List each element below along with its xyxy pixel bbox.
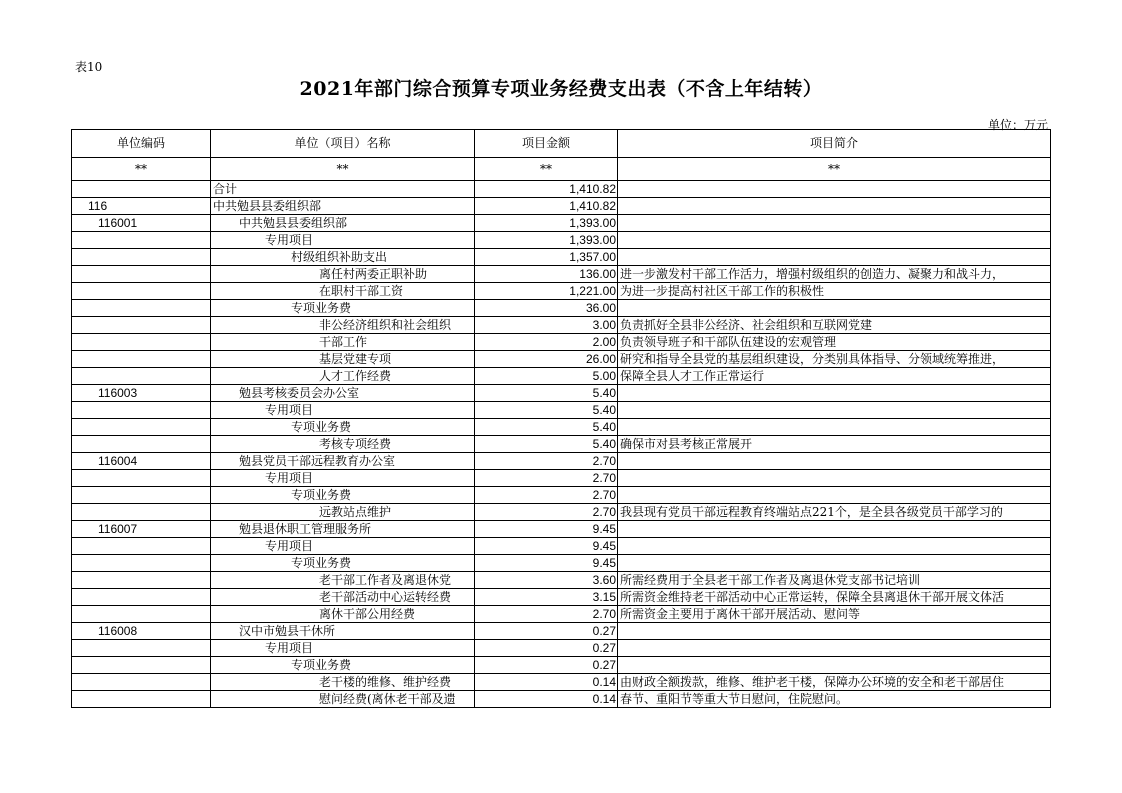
row-desc-cell: 负责抓好全县非公经济、社会组织和互联网党建 bbox=[618, 317, 1051, 334]
row-code-cell: 116004 bbox=[72, 453, 211, 470]
row-name-cell: 勉县党员干部远程教育办公室 bbox=[211, 453, 475, 470]
row-desc-cell bbox=[618, 623, 1051, 640]
row-code-cell bbox=[72, 555, 211, 572]
row-desc-cell bbox=[618, 232, 1051, 249]
table-row bbox=[72, 181, 1051, 198]
row-amount-cell: 5.40 bbox=[475, 402, 618, 419]
row-desc-cell bbox=[618, 487, 1051, 504]
row-amount-cell: 5.40 bbox=[475, 436, 618, 453]
table-row bbox=[72, 402, 1051, 419]
row-name-cell: 专项业务费 bbox=[211, 300, 475, 317]
row-desc-cell: 由财政全额拨款，维修、维护老干楼，保障办公环境的安全和老干部居住 bbox=[618, 674, 1051, 691]
row-amount-cell: 2.70 bbox=[475, 504, 618, 521]
table-row bbox=[72, 640, 1051, 657]
table-row bbox=[72, 538, 1051, 555]
row-name-cell: 远教站点维护 bbox=[211, 504, 475, 521]
table-row bbox=[72, 215, 1051, 232]
row-name-cell: 合计 bbox=[211, 181, 475, 198]
row-code-cell bbox=[72, 436, 211, 453]
placeholder-amount: ** bbox=[475, 158, 618, 181]
row-name-cell: 慰问经费(离休老干部及遗 bbox=[211, 691, 475, 708]
row-amount-cell: 2.70 bbox=[475, 470, 618, 487]
row-name-cell: 专用项目 bbox=[211, 232, 475, 249]
row-code-cell bbox=[72, 589, 211, 606]
row-code-cell bbox=[72, 674, 211, 691]
row-name-cell: 人才工作经费 bbox=[211, 368, 475, 385]
row-desc-cell: 春节、重阳节等重大节日慰问，住院慰问。 bbox=[618, 691, 1051, 708]
table-row bbox=[72, 572, 1051, 589]
row-name-cell: 中共勉县县委组织部 bbox=[211, 215, 475, 232]
row-desc-cell: 我县现有党员干部远程教育终端站点221个，是全县各级党员干部学习的 bbox=[618, 504, 1051, 521]
row-code-cell bbox=[72, 538, 211, 555]
row-code-cell bbox=[72, 691, 211, 708]
row-code-cell bbox=[72, 640, 211, 657]
row-name-cell: 老干部活动中心运转经费 bbox=[211, 589, 475, 606]
table-row bbox=[72, 334, 1051, 351]
row-name-cell: 干部工作 bbox=[211, 334, 475, 351]
row-desc-cell bbox=[618, 521, 1051, 538]
row-name-cell: 专项业务费 bbox=[211, 555, 475, 572]
row-code-cell bbox=[72, 317, 211, 334]
row-code-cell: 116003 bbox=[72, 385, 211, 402]
row-name-cell: 考核专项经费 bbox=[211, 436, 475, 453]
row-code-cell bbox=[72, 504, 211, 521]
table-row bbox=[72, 623, 1051, 640]
row-desc-cell: 研究和指导全县党的基层组织建设，分类别具体指导、分领域统筹推进， bbox=[618, 351, 1051, 368]
row-amount-cell: 9.45 bbox=[475, 521, 618, 538]
row-code-cell bbox=[72, 402, 211, 419]
table-row bbox=[72, 419, 1051, 436]
table-row bbox=[72, 470, 1051, 487]
row-desc-cell bbox=[618, 249, 1051, 266]
row-code-cell: 116008 bbox=[72, 623, 211, 640]
row-amount-cell: 1,357.00 bbox=[475, 249, 618, 266]
row-code-cell bbox=[72, 232, 211, 249]
table-row bbox=[72, 674, 1051, 691]
row-code-cell bbox=[72, 419, 211, 436]
row-amount-cell: 5.40 bbox=[475, 419, 618, 436]
row-desc-cell bbox=[618, 453, 1051, 470]
unit-label: 单位：万元 bbox=[987, 118, 1048, 132]
row-name-cell: 勉县退休职工管理服务所 bbox=[211, 521, 475, 538]
row-code-cell bbox=[72, 606, 211, 623]
row-desc-cell bbox=[618, 419, 1051, 436]
row-desc-cell bbox=[618, 198, 1051, 215]
row-code-cell bbox=[72, 181, 211, 198]
row-amount-cell: 1,410.82 bbox=[475, 181, 618, 198]
row-desc-cell bbox=[618, 470, 1051, 487]
row-amount-cell: 9.45 bbox=[475, 538, 618, 555]
table-row bbox=[72, 436, 1051, 453]
page-title: 2021年部门综合预算专项业务经费支出表（不含上年结转） bbox=[299, 78, 823, 100]
placeholder-name: ** bbox=[211, 158, 475, 181]
placeholder-row bbox=[72, 158, 1051, 181]
row-name-cell: 专项业务费 bbox=[211, 419, 475, 436]
header-amount: 项目金额 bbox=[475, 130, 618, 158]
row-desc-cell bbox=[618, 300, 1051, 317]
row-amount-cell: 0.14 bbox=[475, 674, 618, 691]
row-name-cell: 专用项目 bbox=[211, 470, 475, 487]
row-amount-cell: 2.70 bbox=[475, 487, 618, 504]
row-amount-cell: 26.00 bbox=[475, 351, 618, 368]
row-amount-cell: 36.00 bbox=[475, 300, 618, 317]
row-amount-cell: 3.00 bbox=[475, 317, 618, 334]
table-row bbox=[72, 589, 1051, 606]
row-amount-cell: 0.27 bbox=[475, 623, 618, 640]
row-code-cell bbox=[72, 351, 211, 368]
table-row bbox=[72, 266, 1051, 283]
table-row bbox=[72, 368, 1051, 385]
row-name-cell: 非公经济组织和社会组织 bbox=[211, 317, 475, 334]
row-code-cell bbox=[72, 368, 211, 385]
table-number: 表10 bbox=[75, 60, 103, 74]
table-row bbox=[72, 453, 1051, 470]
row-code-cell bbox=[72, 334, 211, 351]
table-row bbox=[72, 555, 1051, 572]
row-desc-cell: 所需资金主要用于离休干部开展活动、慰问等 bbox=[618, 606, 1051, 623]
row-desc-cell bbox=[618, 555, 1051, 572]
table-row bbox=[72, 198, 1051, 215]
row-amount-cell: 1,410.82 bbox=[475, 198, 618, 215]
row-desc-cell: 负责领导班子和干部队伍建设的宏观管理 bbox=[618, 334, 1051, 351]
table-row bbox=[72, 249, 1051, 266]
row-amount-cell: 0.27 bbox=[475, 657, 618, 674]
row-amount-cell: 5.00 bbox=[475, 368, 618, 385]
row-name-cell: 在职村干部工资 bbox=[211, 283, 475, 300]
row-amount-cell: 3.15 bbox=[475, 589, 618, 606]
placeholder-desc: ** bbox=[618, 158, 1051, 181]
row-code-cell bbox=[72, 657, 211, 674]
header-name: 单位（项目）名称 bbox=[211, 130, 475, 158]
row-amount-cell: 2.70 bbox=[475, 606, 618, 623]
row-desc-cell bbox=[618, 657, 1051, 674]
row-code-cell bbox=[72, 283, 211, 300]
placeholder-code: ** bbox=[72, 158, 211, 181]
row-name-cell: 专用项目 bbox=[211, 640, 475, 657]
budget-table bbox=[71, 129, 1051, 708]
table-row bbox=[72, 351, 1051, 368]
row-amount-cell: 2.70 bbox=[475, 453, 618, 470]
row-desc-cell: 为进一步提高村社区干部工作的积极性 bbox=[618, 283, 1051, 300]
row-code-cell bbox=[72, 572, 211, 589]
row-amount-cell: 1,393.00 bbox=[475, 215, 618, 232]
row-desc-cell bbox=[618, 402, 1051, 419]
row-name-cell: 基层党建专项 bbox=[211, 351, 475, 368]
row-code-cell bbox=[72, 249, 211, 266]
row-desc-cell bbox=[618, 215, 1051, 232]
row-code-cell: 116 bbox=[72, 198, 211, 215]
table-row bbox=[72, 504, 1051, 521]
row-name-cell: 老干部工作者及离退休党 bbox=[211, 572, 475, 589]
row-amount-cell: 2.00 bbox=[475, 334, 618, 351]
row-name-cell: 离休干部公用经费 bbox=[211, 606, 475, 623]
table-body bbox=[72, 181, 1051, 708]
row-code-cell: 116007 bbox=[72, 521, 211, 538]
table-row bbox=[72, 232, 1051, 249]
row-desc-cell bbox=[618, 181, 1051, 198]
row-name-cell: 专用项目 bbox=[211, 402, 475, 419]
table-row bbox=[72, 521, 1051, 538]
row-code-cell bbox=[72, 487, 211, 504]
row-name-cell: 汉中市勉县干休所 bbox=[211, 623, 475, 640]
row-amount-cell: 5.40 bbox=[475, 385, 618, 402]
row-desc-cell bbox=[618, 538, 1051, 555]
row-amount-cell: 1,221.00 bbox=[475, 283, 618, 300]
row-desc-cell: 所需资金维持老干部活动中心正常运转，保障全县离退休干部开展文体活 bbox=[618, 589, 1051, 606]
header-code: 单位编码 bbox=[72, 130, 211, 158]
row-amount-cell: 1,393.00 bbox=[475, 232, 618, 249]
row-desc-cell bbox=[618, 385, 1051, 402]
row-name-cell: 专项业务费 bbox=[211, 657, 475, 674]
row-desc-cell: 确保市对县考核正常展开 bbox=[618, 436, 1051, 453]
table-row bbox=[72, 657, 1051, 674]
row-name-cell: 中共勉县县委组织部 bbox=[211, 198, 475, 215]
row-name-cell: 专用项目 bbox=[211, 538, 475, 555]
header-desc: 项目简介 bbox=[618, 130, 1051, 158]
table-row bbox=[72, 283, 1051, 300]
table-row bbox=[72, 317, 1051, 334]
table-row bbox=[72, 300, 1051, 317]
row-amount-cell: 9.45 bbox=[475, 555, 618, 572]
row-name-cell: 专项业务费 bbox=[211, 487, 475, 504]
row-code-cell: 116001 bbox=[72, 215, 211, 232]
row-desc-cell bbox=[618, 640, 1051, 657]
row-name-cell: 离任村两委正职补助 bbox=[211, 266, 475, 283]
row-code-cell bbox=[72, 300, 211, 317]
table-row bbox=[72, 691, 1051, 708]
table-row bbox=[72, 385, 1051, 402]
row-amount-cell: 3.60 bbox=[475, 572, 618, 589]
row-desc-cell: 保障全县人才工作正常运行 bbox=[618, 368, 1051, 385]
row-name-cell: 村级组织补助支出 bbox=[211, 249, 475, 266]
row-desc-cell: 所需经费用于全县老干部工作者及离退休党支部书记培训 bbox=[618, 572, 1051, 589]
row-code-cell bbox=[72, 470, 211, 487]
row-name-cell: 勉县考核委员会办公室 bbox=[211, 385, 475, 402]
header-row bbox=[72, 130, 1051, 158]
row-amount-cell: 0.27 bbox=[475, 640, 618, 657]
row-code-cell bbox=[72, 266, 211, 283]
row-amount-cell: 0.14 bbox=[475, 691, 618, 708]
row-name-cell: 老干楼的维修、维护经费 bbox=[211, 674, 475, 691]
row-desc-cell: 进一步激发村干部工作活力，增强村级组织的创造力、凝聚力和战斗力， bbox=[618, 266, 1051, 283]
row-amount-cell: 136.00 bbox=[475, 266, 618, 283]
table-row bbox=[72, 487, 1051, 504]
table-row bbox=[72, 606, 1051, 623]
